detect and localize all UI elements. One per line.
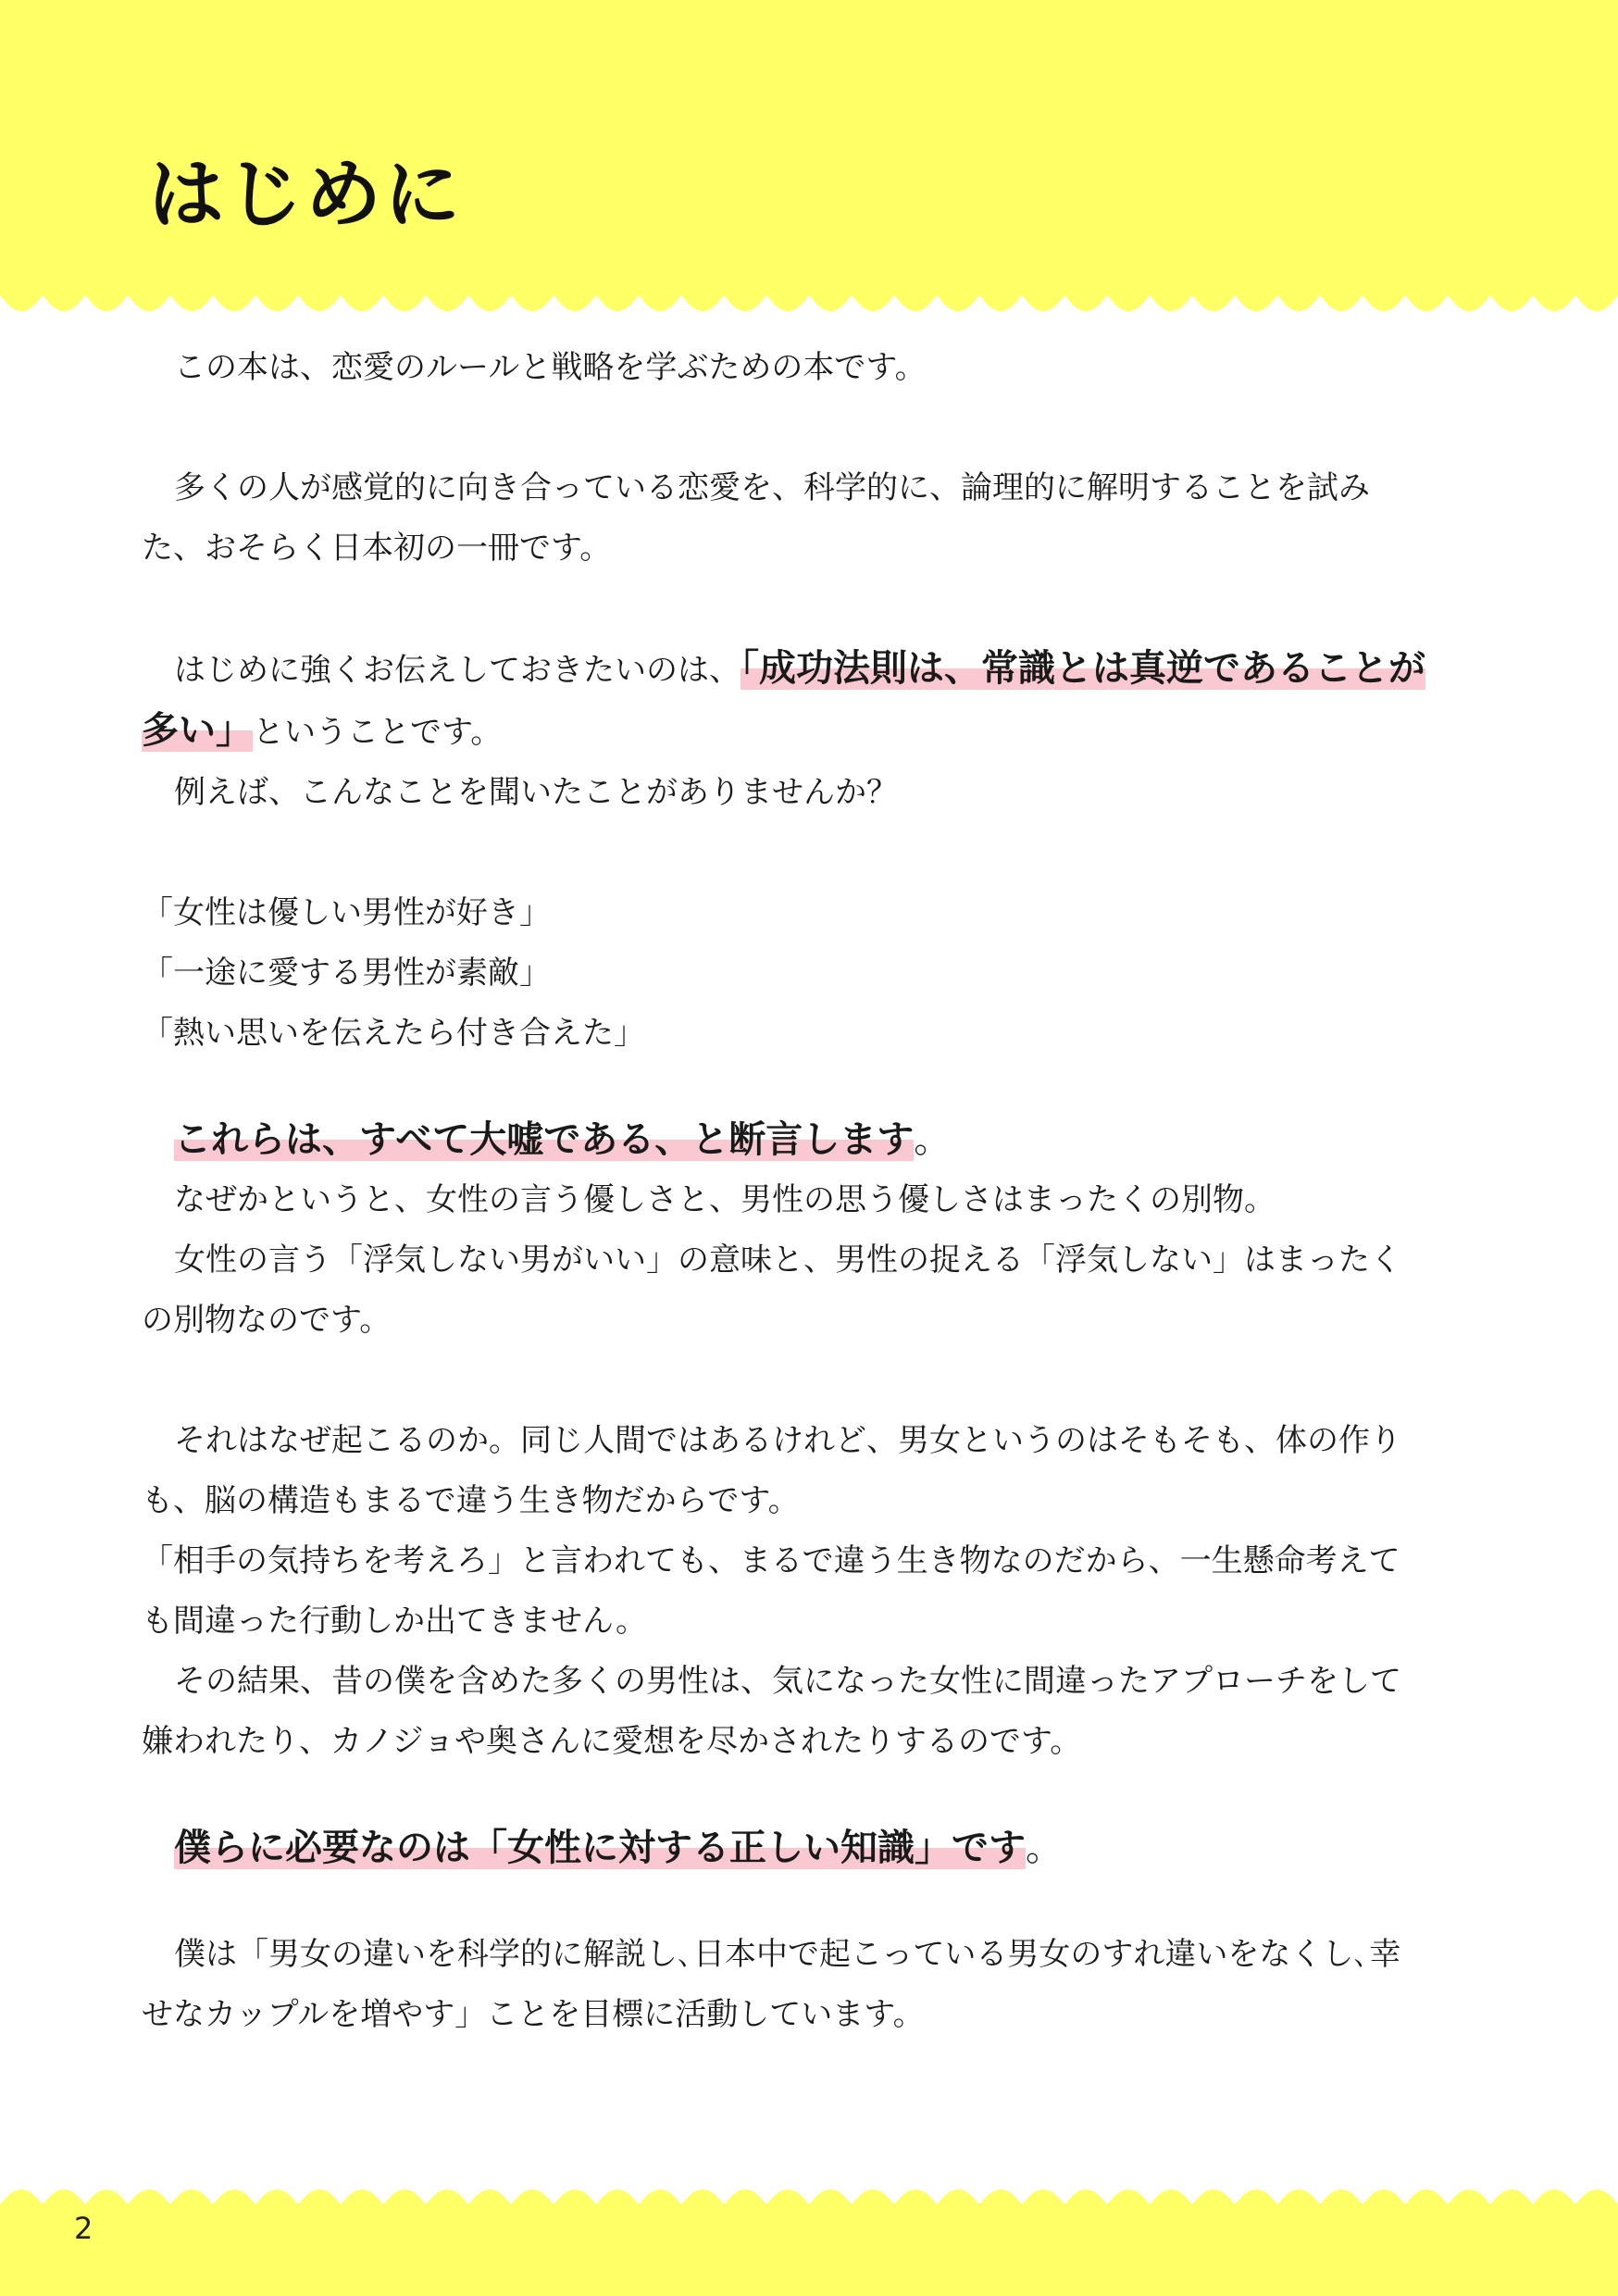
main-text bbox=[142, 338, 1428, 2045]
heading-2-highlight: 僕らに必要なのは「女性に対する正しい知識」です bbox=[174, 1827, 1026, 1869]
paragraph-2: 多くの人が感覚的に向き合っている恋愛を、科学的に、論理的に解明することを試みた、おそらく日本初の一冊です。 bbox=[142, 469, 1370, 567]
paragraph-10: 僕は「男女の違いを科学的に解説し､日本中で起こっている男女のすれ違いをなくし､幸せなカップルを増やす」ことを目標に活動しています。 bbox=[142, 1936, 1401, 2033]
paragraph-3-before: はじめに強くお伝えしておきたいのは、 bbox=[174, 652, 741, 689]
paragraph-7: それはなぜ起こるのか。同じ人間ではあるけれど、男女というのはそもそも、体の作りも、脳の構造もまるで違う生き物だからです。 bbox=[142, 1422, 1401, 1519]
quote-3: 「熱い思いを伝えたら付き合えた」 bbox=[142, 1015, 645, 1052]
page-number: 2 bbox=[74, 2211, 93, 2246]
heading-1 bbox=[142, 1110, 1428, 1170]
quote-1: 「女性は優しい男性が好き」 bbox=[142, 894, 551, 931]
footer-wave bbox=[0, 2174, 1618, 2205]
quote-2: 「一途に愛する男性が素敵」 bbox=[142, 955, 551, 992]
key-phrase-highlight: 「成功法則は、常識とは真逆であることが多い」 bbox=[142, 647, 1425, 752]
paragraph-3-after: ということです。 bbox=[253, 714, 503, 751]
heading-2 bbox=[142, 1818, 1428, 1878]
heading-2-end: 。 bbox=[1026, 1827, 1063, 1869]
paragraph-8: 「相手の気持ちを考えろ」と言われても、まるで違う生き物なのだから、一生懸命考えても間違った行動しか出てきません。 bbox=[142, 1542, 1400, 1640]
footer-band bbox=[0, 2203, 1618, 2296]
heading-1-highlight: これらは、すべて大嘘である、と断言します bbox=[174, 1118, 915, 1161]
paragraph-9: その結果、昔の僕を含めた多くの男性は、気になった女性に間違ったアプローチをして嫌われたり、カノジョや奥さんに愛想を尽かされたりするのです。 bbox=[142, 1663, 1401, 1760]
page-title: はじめに bbox=[148, 151, 464, 239]
header-wave bbox=[0, 294, 1618, 331]
heading-1-end: 。 bbox=[914, 1118, 952, 1161]
paragraph-1: この本は、恋愛のルールと戦略を学ぶための本です。 bbox=[174, 349, 927, 386]
paragraph-5: なぜかというと、女性の言う優しさと、男性の思う優しさはまったくの別物。 bbox=[174, 1181, 1276, 1218]
paragraph-4: 例えば、こんなことを聞いたことがありませんか？ bbox=[174, 774, 898, 811]
paragraph-6: 女性の言う「浮気しない男がいい」の意味と、男性の捉える「浮気しない」はまったくの別物なのです。 bbox=[142, 1242, 1401, 1339]
paragraph-3 bbox=[142, 639, 1428, 763]
